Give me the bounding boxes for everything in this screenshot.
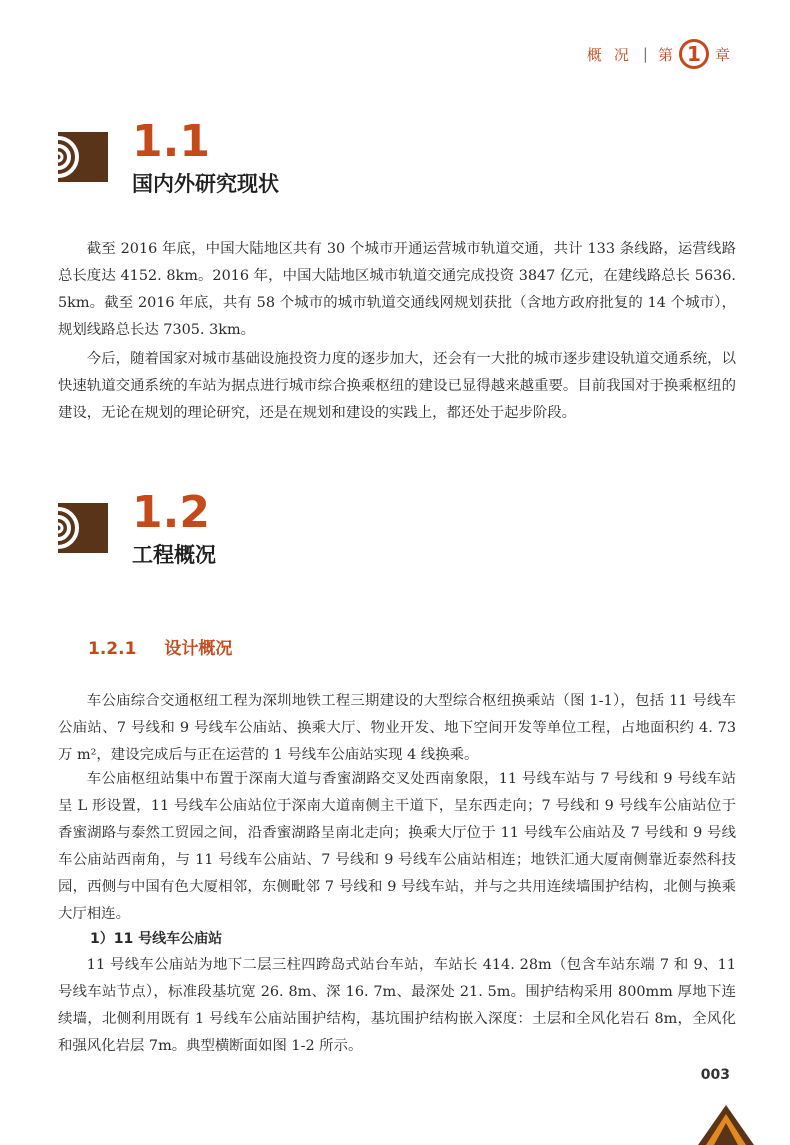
chapter-number-badge xyxy=(679,39,709,69)
subsection-number: 1.2.1 xyxy=(88,639,137,659)
section-emblem-icon xyxy=(58,503,108,553)
corner-ornament-icon xyxy=(698,1105,754,1145)
body-paragraph: 车公庙综合交通枢纽工程为深圳地铁工程三期建设的大型综合枢纽换乘站（图 1-1），包括 11 号线车公庙站、7 号线和 9 号线车公庙站、换乘大厅、物业开发、地下空间开发等单位工程，占地面积约 4. 73 万 m²，建设完成后与正在运营的 1 号线车公庙站实现 4 线换乘。 xyxy=(58,693,736,763)
running-header xyxy=(587,34,730,74)
body-paragraph: 今后，随着国家对城市基础设施投资力度的逐步加大，还会有一大批的城市逐步建设轨道交通系统，以快速轨道交通系统的车站为据点进行城市综合换乘枢纽的建设已显得越来越重要。目前我国对于换乘枢纽的建设，无论在规划的理论研究，还是在规划和建设的实践上，都还处于起步阶段。 xyxy=(58,351,736,421)
header-separator: | xyxy=(642,45,648,63)
page-number: 003 xyxy=(700,1067,730,1083)
section-title: 国内外研究现状 xyxy=(132,172,279,196)
section-number: 1.2 xyxy=(132,487,210,538)
chapter-suffix: 章 xyxy=(714,45,730,64)
section-number: 1.1 xyxy=(132,116,210,167)
chapter-number: 1 xyxy=(687,42,701,66)
section-title: 工程概况 xyxy=(132,543,216,567)
subsection-title: 设计概况 xyxy=(164,639,233,659)
body-paragraph: 车公庙枢纽站集中布置于深南大道与香蜜湖路交叉处西南象限，11 号线车站与 7 号线和 9 号线车站呈 L 形设置，11 号线车公庙站位于深南大道南侧主干道下，呈东西走向；7 号线和 9 号线车公庙站位于香蜜湖路与泰然工贸园之间，沿香蜜湖路呈南北走向；换乘大厅位于 11 号线车公庙站及 7 号线和 9 号线车公庙站西南角，与 11 号线车公庙站、7 号线和 9 号线车公庙站相连；地铁汇通大厦南侧靠近泰然科技园，西侧与中国有色大厦相邻，东侧毗邻 7 号线和 9 号线车站，并与之共用连续墙围护结构，北侧与换乘大厅相连。 xyxy=(58,771,736,922)
running-header-title: 概况 xyxy=(586,45,641,64)
subsection-heading xyxy=(88,634,232,659)
section-emblem-icon xyxy=(58,132,108,182)
body-paragraph: 截至 2016 年底，中国大陆地区共有 30 个城市开通运营城市轨道交通，共计 133 条线路，运营线路总长度达 4152. 8km。2016 年，中国大陆地区城市轨道交通完成投资 3847 亿元，在建线路总长 5636. 5km。截至 2016 年底，共有 58 个城市的城市轨道交通线网规划获批（含地方政府批复的 14 个城市），规划线路总长达 7305. 3km。 xyxy=(58,241,736,338)
item-heading: 1）11 号线车公庙站 xyxy=(90,931,223,947)
chapter-prefix: 第 xyxy=(657,45,673,64)
body-paragraph: 11 号线车公庙站为地下二层三柱四跨岛式站台车站，车站长 414. 28m（包含车站东端 7 和 9、11 号线车站节点），标准段基坑宽 26. 8m、深 16. 7m、最深处 21. 5m。围护结构采用 800mm 厚地下连续墙，北侧利用既有 1 号线车公庙站围护结构，基坑围护结构嵌入深度：土层和全风化岩石 8m，全风化和强风化岩层 7m。典型横断面如图 1-2 所示。 xyxy=(58,957,736,1054)
